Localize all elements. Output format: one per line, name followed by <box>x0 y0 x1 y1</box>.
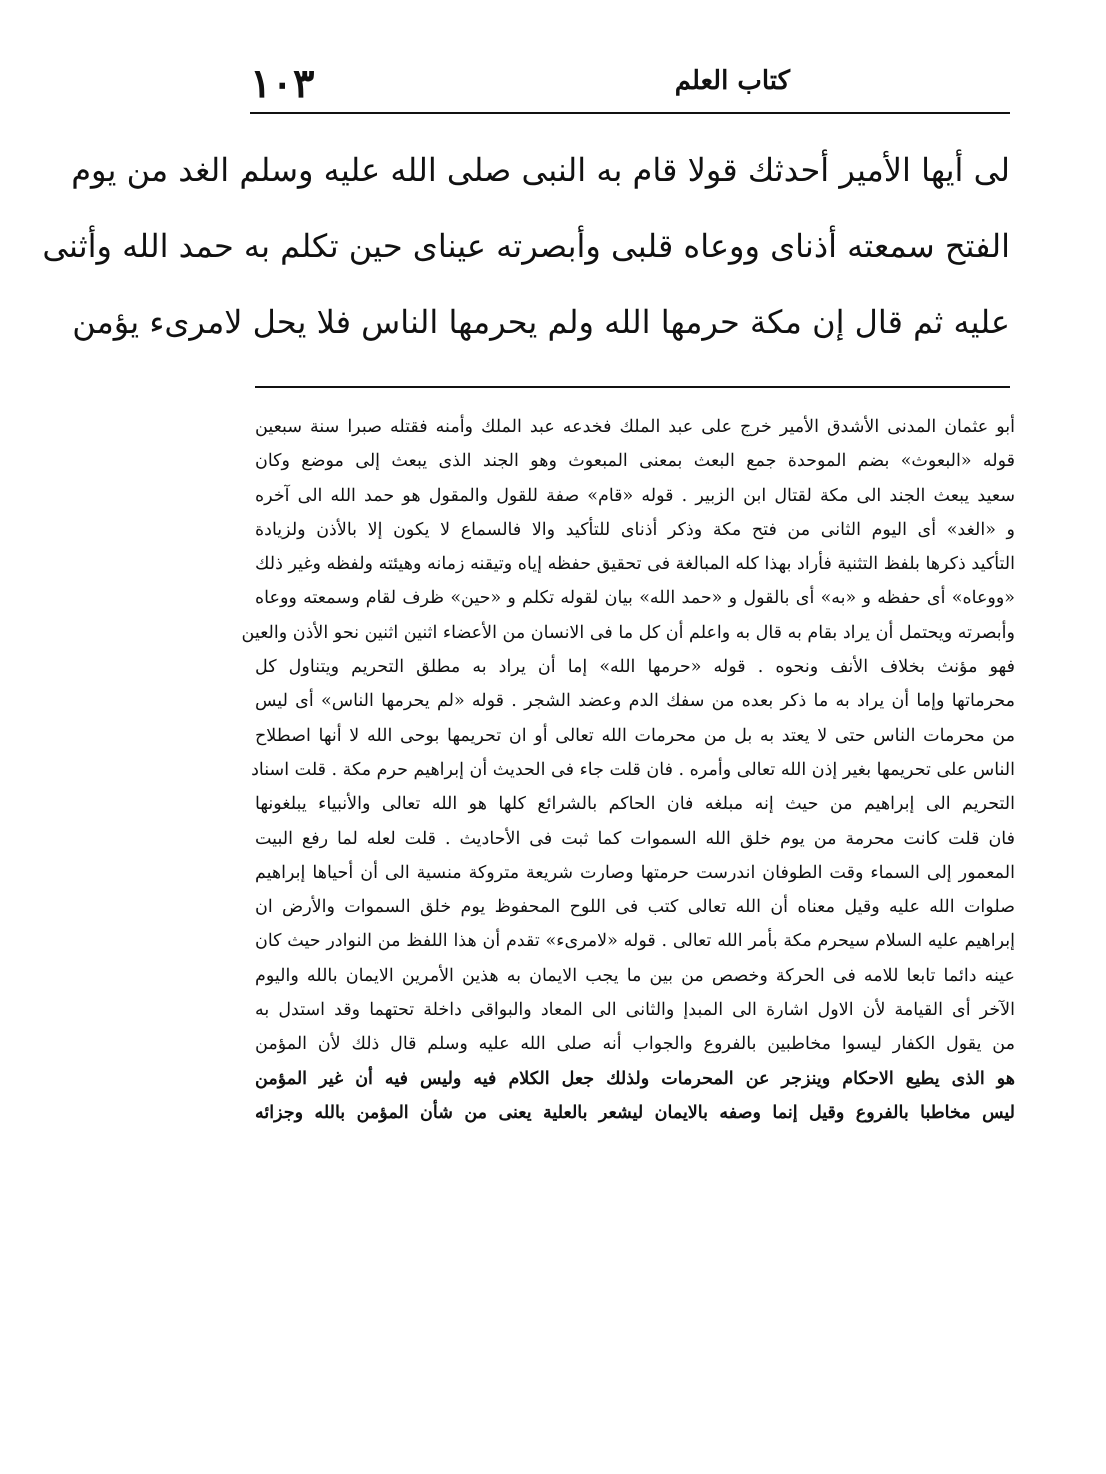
section-divider <box>255 386 1010 388</box>
commentary-line: الناس على تحريمها بغير إذن الله تعالى وأمره . فان قلت جاء فى الحديث أن إبراهيم حرم مكة . قلت اسناد <box>251 759 1015 780</box>
commentary-line: من محرمات الناس حتى لا يعتد به بل من محرمات الله تعالى أو ان تحريمها بوحى الله لا أنها اصطلاح <box>255 725 1015 746</box>
commentary-text <box>241 410 1015 1130</box>
commentary-line: التحريم الى إبراهيم من حيث إنه مبلغه فان الحاكم بالشرائع كلها هو الله تعالى والأنبياء يبلغونها <box>255 794 1015 815</box>
commentary-line: فهو مؤنث بخلاف الأنف ونحوه . قوله «حرمها الله» إما أن يراد به مطلق التحريم ويتناول كل <box>255 657 1015 678</box>
commentary-line: المعمور إلى السماء وقت الطوفان اندرست حرمتها وصارت شريعة متروكة منسية الى أن أحياها إبراهيم <box>255 862 1015 883</box>
page-number: ١٠٣ <box>250 60 315 107</box>
commentary-line: «ووعاه» أى حفظه و «به» أى بالقول و «حمد الله» بيان لقوله تكلم و «حين» ظرف لقام وسمعته ووعاه <box>255 588 1015 609</box>
page-header <box>250 60 1010 114</box>
commentary-line: وأبصرته ويحتمل أن يراد بقام به قال به واعلم أن كل ما فى الانسان من الأعضاء اثنين اثنين نحو الأذن والعين <box>241 622 1015 643</box>
commentary-line: التأكيد ذكرها بلفظ التثنية فأراد بهذا كله المبالغة فى تحقيق حفظه إياه وتيقنه زمانه وهيئته ولفظه وغير ذلك <box>255 554 1015 575</box>
commentary-line: قوله «البعوث» بضم الموحدة جمع البعث بمعنى المبعوث وهو الجند الذى يبعث إلى موضع وكان <box>255 451 1015 472</box>
commentary-line: محرماتها وإما أن يراد به ما ذكر بعده من سفك الدم وعضد الشجر . قوله «لم يحرمها الناس» أى ليس <box>255 691 1015 712</box>
hadith-text <box>42 132 1010 360</box>
commentary-line: هو الذى يطيع الاحكام وينزجر عن المحرمات ولذلك جعل الكلام فيه وليس فيه أن غير المؤمن <box>255 1068 1015 1089</box>
commentary-line: من يقول الكفار ليسوا مخاطبين بالفروع والجواب أنه صلى الله عليه وسلم قال ذلك لأن المؤمن <box>255 1034 1015 1055</box>
commentary-line: عينه دائما تابعا للامه فى الحركة وخصص من بين ما يجب الايمان به هذين الأمرين الايمان بالله واليوم <box>255 965 1015 986</box>
hadith-line: لى أيها الأمير أحدثك قولا قام به النبى صلى الله عليه وسلم الغد من يوم <box>71 151 1010 189</box>
commentary-line: فان قلت كانت محرمة من يوم خلق الله السموات كما ثبت فى الأحاديث . قلت لعله لما رفع البيت <box>255 828 1015 849</box>
commentary-line: إبراهيم عليه السلام سيحرم مكة بأمر الله تعالى . قوله «لامرىء» تقدم أن هذا اللفظ من النوادر حيث كان <box>255 931 1015 952</box>
commentary-line: سعيد يبعث الجند الى مكة لقتال ابن الزبير . قوله «قام» صفة للقول والمقول هو حمد الله الى آخره <box>255 485 1015 506</box>
commentary-line: ليس مخاطبا بالفروع وقيل إنما وصفه بالايمان ليشعر بالعلية يعنى من شأن المؤمن بالله وجزائه <box>255 1102 1015 1123</box>
commentary-line: و «الغد» أى اليوم الثانى من فتح مكة وذكر أذناى للتأكيد والا فالسماع لا يكون إلا بالأذن ولزيادة <box>255 519 1015 540</box>
hadith-line: عليه ثم قال إن مكة حرمها الله ولم يحرمها الناس فلا يحل لامرىء يؤمن <box>72 303 1010 341</box>
commentary-line: الآخر أى القيامة لأن الاول اشارة الى المبدإ والثانى الى المعاد والبواقى داخلة تحتهما وقد استدل به <box>255 1000 1015 1021</box>
commentary-line: صلوات الله عليه وقيل معناه أن الله تعالى كتب فى اللوح المحفوظ يوم خلق السموات والأرض ان <box>255 897 1015 918</box>
hadith-line: الفتح سمعته أذناى ووعاه قلبى وأبصرته عيناى حين تكلم به حمد الله وأثنى <box>42 227 1010 265</box>
chapter-title: كتاب العلم <box>674 66 790 96</box>
commentary-line: أبو عثمان المدنى الأشدق الأمير خرج على عبد الملك فخدعه عبد الملك وأمنه فقتله صبرا سنة سبعين <box>255 417 1015 437</box>
